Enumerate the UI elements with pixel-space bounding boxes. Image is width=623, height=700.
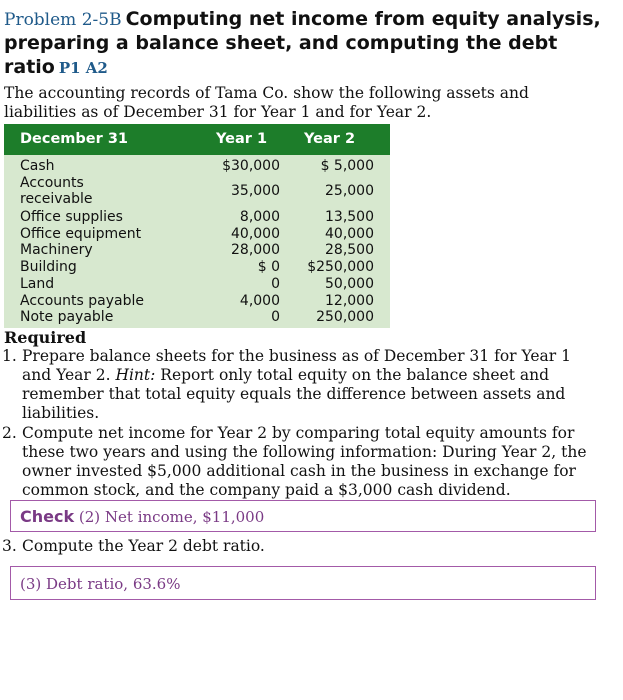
row-machinery-year2: 28,500 bbox=[325, 242, 374, 258]
row-label-building: Building bbox=[20, 259, 77, 275]
row-land-year2: 50,000 bbox=[325, 276, 374, 292]
debt-ratio-box bbox=[10, 566, 596, 600]
row-machinery-year1: 28,000 bbox=[231, 242, 280, 258]
required-item-1 bbox=[2, 347, 592, 423]
intro-paragraph: The accounting records of Tama Co. show the following assets and liabilities as of December 31 for Year 1 and for Year 2. bbox=[4, 84, 529, 121]
required-item-3 bbox=[2, 537, 592, 556]
item-2-text: Compute net income for Year 2 by comparing total equity amounts for these two years and using the following information: During Year 2, the owner invested $5,000 additional cash in the business in exchange for common stock, and the company paid a $3,000 cash dividend. bbox=[22, 424, 587, 499]
row-accounts-payable-year2: 12,000 bbox=[325, 293, 374, 309]
row-note-payable-year2: 250,000 bbox=[316, 309, 374, 325]
row-label-note-payable: Note payable bbox=[20, 309, 114, 325]
header-december-31: December 31 bbox=[20, 131, 128, 147]
item-1-hint-label: Hint: bbox=[115, 366, 156, 384]
row-building-year2: $250,000 bbox=[307, 259, 374, 275]
row-label-accounts-receivable: Accounts receivable bbox=[20, 175, 93, 207]
row-label-office-supplies: Office supplies bbox=[20, 209, 123, 225]
row-accounts-receivable-year1: 35,000 bbox=[231, 183, 280, 199]
row-label-accounts-payable: Accounts payable bbox=[20, 293, 144, 309]
check-label: Check bbox=[20, 507, 75, 526]
row-cash-year1: $30,000 bbox=[222, 158, 280, 174]
row-note-payable-year1: 0 bbox=[271, 309, 280, 325]
required-heading: Required bbox=[4, 328, 87, 347]
item-3-number: 3. bbox=[2, 537, 17, 555]
item-2-number: 2. bbox=[2, 424, 17, 442]
item-1-number: 1. bbox=[2, 347, 17, 365]
row-building-year1: $ 0 bbox=[257, 259, 280, 275]
table-header bbox=[4, 124, 390, 155]
row-label-office-equipment: Office equipment bbox=[20, 226, 142, 242]
header-year-1: Year 1 bbox=[216, 131, 268, 147]
check-answer: (2) Net income, $11,000 bbox=[78, 508, 265, 526]
problem-heading: Computing net income from equity analysis, preparing a balance sheet, and computing the debt ratio bbox=[4, 8, 601, 78]
row-accounts-payable-year1: 4,000 bbox=[239, 293, 280, 309]
problem-number: Problem 2-5B bbox=[4, 10, 122, 30]
item-1-text-start: Prepare balance sheets for the business as of December 31 for Year 1 and Year 2. bbox=[22, 347, 571, 384]
header-year-2: Year 2 bbox=[304, 131, 356, 147]
assets-liabilities-table bbox=[4, 124, 390, 328]
row-label-land: Land bbox=[20, 276, 55, 292]
row-label-machinery: Machinery bbox=[20, 242, 93, 258]
debt-ratio-answer: (3) Debt ratio, 63.6% bbox=[20, 575, 181, 593]
row-label-cash: Cash bbox=[20, 158, 55, 174]
item-3-text: Compute the Year 2 debt ratio. bbox=[22, 537, 265, 555]
problem-title bbox=[4, 8, 604, 80]
row-cash-year2: $ 5,000 bbox=[320, 158, 374, 174]
row-office-equipment-year1: 40,000 bbox=[231, 226, 280, 242]
item-1-text-end: Report only total equity on the balance sheet and remember that total equity equals the difference between assets and liabilities. bbox=[22, 366, 566, 422]
row-office-supplies-year2: 13,500 bbox=[325, 209, 374, 225]
row-office-equipment-year2: 40,000 bbox=[325, 226, 374, 242]
row-accounts-receivable-year2: 25,000 bbox=[325, 183, 374, 199]
required-item-2 bbox=[2, 424, 592, 500]
row-office-supplies-year1: 8,000 bbox=[239, 209, 280, 225]
row-land-year1: 0 bbox=[271, 276, 280, 292]
check-box bbox=[10, 500, 596, 532]
learning-objectives: P1 A2 bbox=[58, 59, 108, 77]
